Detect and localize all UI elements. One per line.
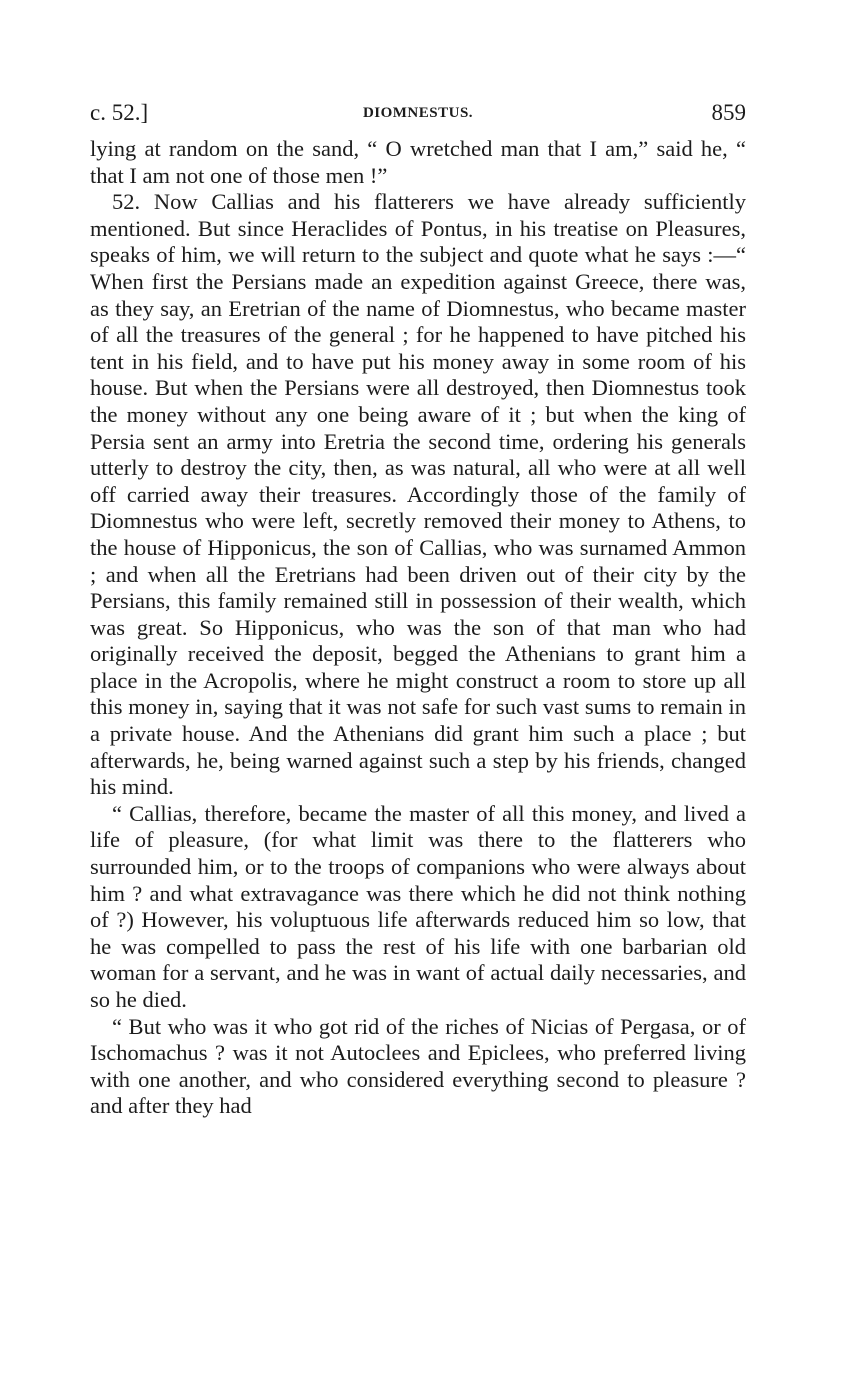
running-title: DIOMNESTUS. [362, 105, 474, 121]
chapter-reference: c. 52.] [90, 100, 149, 125]
running-head [90, 96, 746, 130]
book-page [90, 96, 746, 1120]
paragraph-continuation: lying at random on the sand, “ O wretched man that I am,” said he, “ that I am not one of those men !” [90, 136, 746, 188]
paragraph-nicias: “ But who was it who got rid of the riches of Nicias of Pergasa, or of Ischomachus ? was it not Autoclees and Epiclees, who preferred living with one another, and who considered everything second to pleasure ? and after they had [90, 1013, 746, 1119]
paragraph-callias: “ Callias, therefore, became the master of all this money, and lived a life of pleasure, (for what limit was there to the flatterers who surrounded him, or to the troops of companions who were always about him ? and what extravagance was there which he did not think nothing of ?) However, his voluptuous life afterwards reduced him so low, that he was compelled to pass the rest of his life with one barbarian old woman for a servant, and he was in want of actual daily necessaries, and so he died. [90, 800, 746, 1012]
page-number: 859 [711, 100, 746, 125]
paragraph-section-52: 52. Now Callias and his flatterers we have already sufficiently mentioned. But since Heraclides of Pontus, in his treatise on Pleasures, speaks of him, we will return to the subject and quote what he says :—“ When first the Persians made an expedition against Greece, there was, as they say, an Eretrian of the name of Diomnestus, who became master of all the treasures of the general ; for he happened to have pitched his tent in his field, and to have put his money away in some room of his house. But when the Persians were all destroyed, then Diomnestus took the money without any one being aware of it ; but when the king of Persia sent an army into Eretria the second time, ordering his generals utterly to destroy the city, then, as was natural, all who were at all well off carried away their treasures. Accordingly those of the family of Diomnestus who were left, secretly removed their money to Athens, to the house of Hipponicus, the son of Callias, who was surnamed Ammon ; and when all the Eretrians had been driven out of their city by the Persians, this family remained still in possession of their wealth, which was great. So Hipponicus, who was the son of that man who had originally received the deposit, begged the Athenians to grant him a place in the Acropolis, where he might construct a room to store up all this money in, saying that it was not safe for such vast sums to remain in a private house. And the Athenians did grant him such a place ; but afterwards, he, being warned against such a step by his friends, changed his mind. [90, 189, 746, 800]
body-text [90, 136, 746, 1120]
